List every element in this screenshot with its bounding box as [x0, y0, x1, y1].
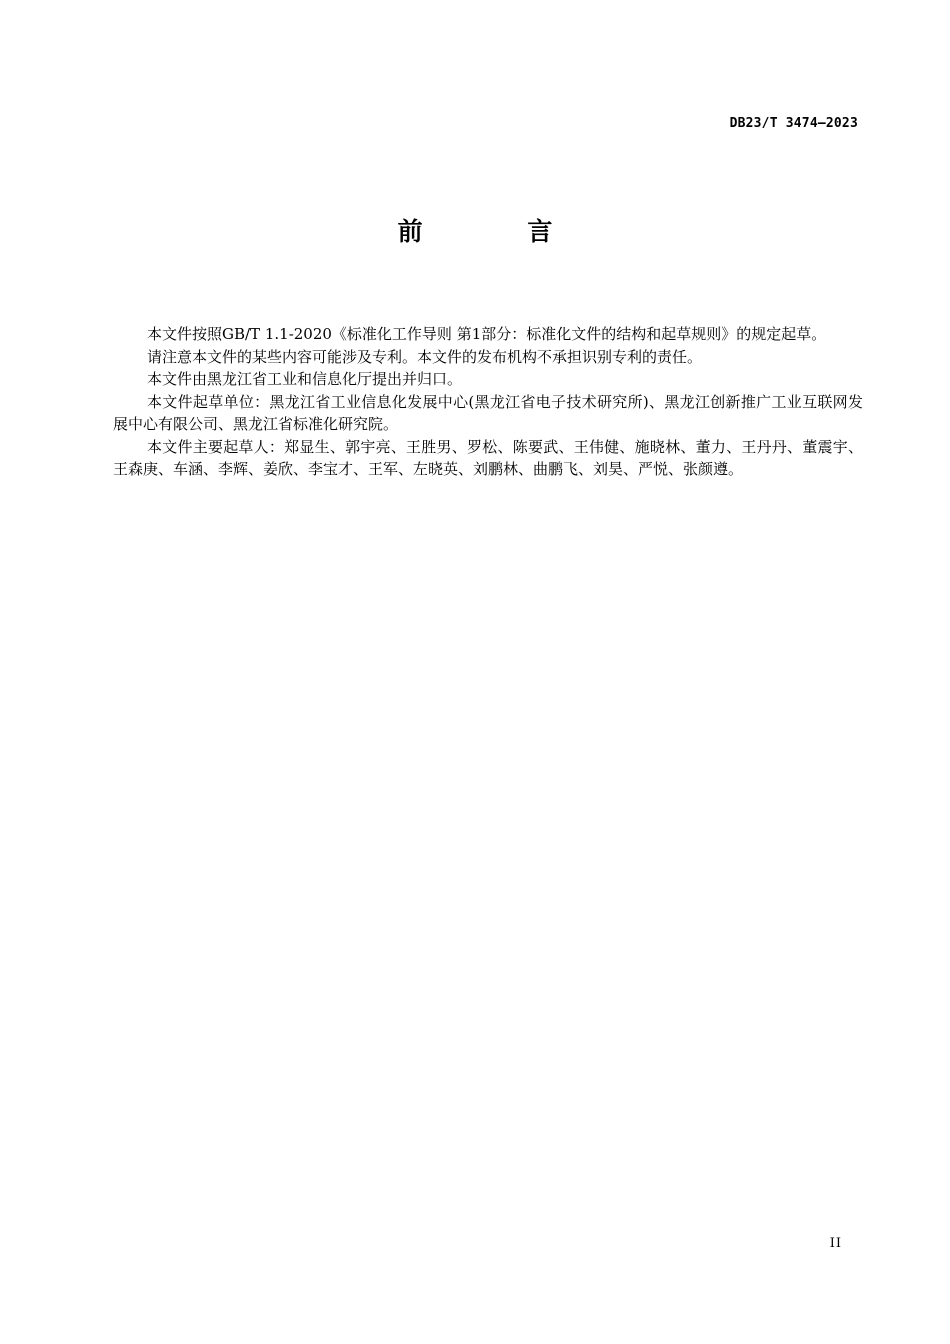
page-number: II	[829, 1236, 842, 1251]
paragraph-drafters: 本文件主要起草人：郑显生、郭宇亮、王胜男、罗松、陈要武、王伟健、施晓林、董力、王丹丹、董震宇、王森庚、车涵、李辉、姜欣、李宝才、王军、左晓英、刘鹏林、曲鹏飞、刘昊、严悦、张颜遵。	[113, 437, 863, 478]
document-code: DB23/T 3474—2023	[729, 116, 858, 131]
paragraph-drafting-units: 本文件起草单位：黑龙江省工业信息化发展中心(黑龙江省电子技术研究所)、黑龙江创新推广工业互联网发展中心有限公司、黑龙江省标准化研究院。	[113, 392, 863, 433]
paragraph-patent-notice: 请注意本文件的某些内容可能涉及专利。本文件的发布机构不承担识别专利的责任。	[147, 347, 703, 366]
body-text	[113, 323, 863, 481]
paragraph-drafting-rules: 本文件按照GB/T 1.1-2020《标准化工作导则 第1部分：标准化文件的结构和起草规则》的规定起草。	[147, 325, 827, 343]
paragraph-proposer: 本文件由黑龙江省工业和信息化厅提出并归口。	[147, 370, 463, 388]
page-title: 前 言	[397, 217, 601, 246]
